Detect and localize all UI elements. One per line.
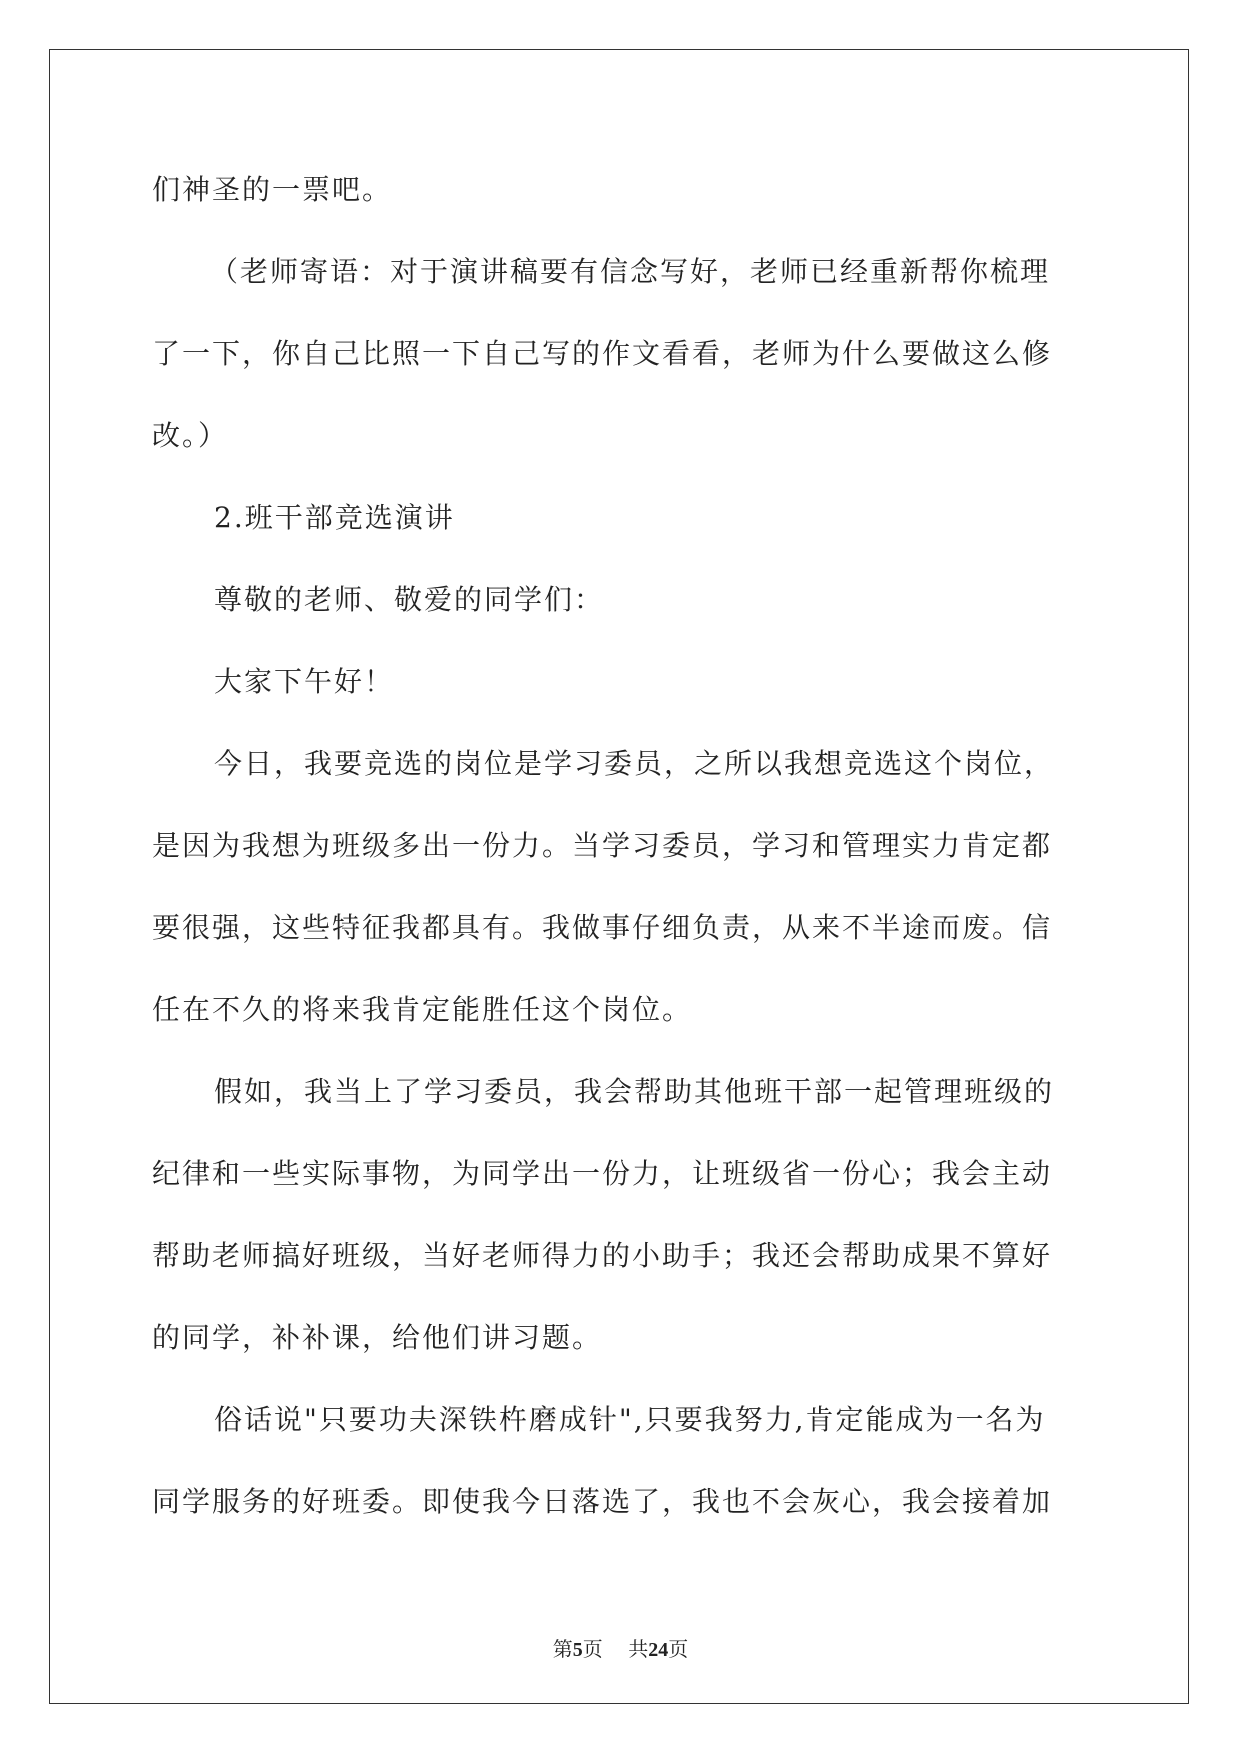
text-line: 们神圣的一票吧。 bbox=[152, 173, 393, 206]
page-footer bbox=[0, 1633, 1241, 1662]
text-line: 同学服务的好班委。即使我今日落选了，我也不会灰心，我会接着加 bbox=[152, 1485, 1053, 1518]
text-line: 假如，我当上了学习委员，我会帮助其他班干部一起管理班级的 bbox=[214, 1075, 1055, 1108]
text-line: （老师寄语：对于演讲稿要有信念写好，老师已经重新帮你梳理 bbox=[210, 255, 1051, 288]
salutation: 尊敬的老师、敬爱的同学们： bbox=[214, 583, 605, 616]
text-line: 俗话说"只要功夫深铁杵磨成针",只要我努力,肯定能成为一名为 bbox=[214, 1403, 1046, 1436]
document-body bbox=[152, 149, 1092, 1543]
text-line: 任在不久的将来我肯定能胜任这个岗位。 bbox=[152, 993, 693, 1026]
footer-total-prefix: 共 bbox=[628, 1637, 649, 1661]
footer-page-suffix: 页 bbox=[582, 1637, 603, 1661]
text-line: 要很强，这些特征我都具有。我做事仔细负责，从来不半途而废。信 bbox=[152, 911, 1053, 944]
footer-prefix: 第 bbox=[552, 1637, 573, 1661]
total-pages: 24 bbox=[648, 1639, 669, 1661]
footer-total-suffix: 页 bbox=[668, 1637, 689, 1661]
text-line: 今日，我要竞选的岗位是学习委员，之所以我想竞选这个岗位， bbox=[214, 747, 1055, 780]
text-line: 的同学，补补课，给他们讲习题。 bbox=[152, 1321, 603, 1354]
text-line: 改。） bbox=[152, 419, 229, 452]
text-line: 了一下，你自己比照一下自己写的作文看看，老师为什么要做这么修 bbox=[152, 337, 1053, 370]
section-heading: 2.班干部竞选演讲 bbox=[214, 501, 455, 534]
text-line: 是因为我想为班级多出一份力。当学习委员，学习和管理实力肯定都 bbox=[152, 829, 1053, 862]
text-line: 纪律和一些实际事物，为同学出一份力，让班级省一份心；我会主动 bbox=[152, 1157, 1053, 1190]
greeting: 大家下午好！ bbox=[214, 665, 395, 698]
page-number: 5 bbox=[572, 1639, 583, 1661]
text-line: 帮助老师搞好班级，当好老师得力的小助手；我还会帮助成果不算好 bbox=[152, 1239, 1053, 1272]
